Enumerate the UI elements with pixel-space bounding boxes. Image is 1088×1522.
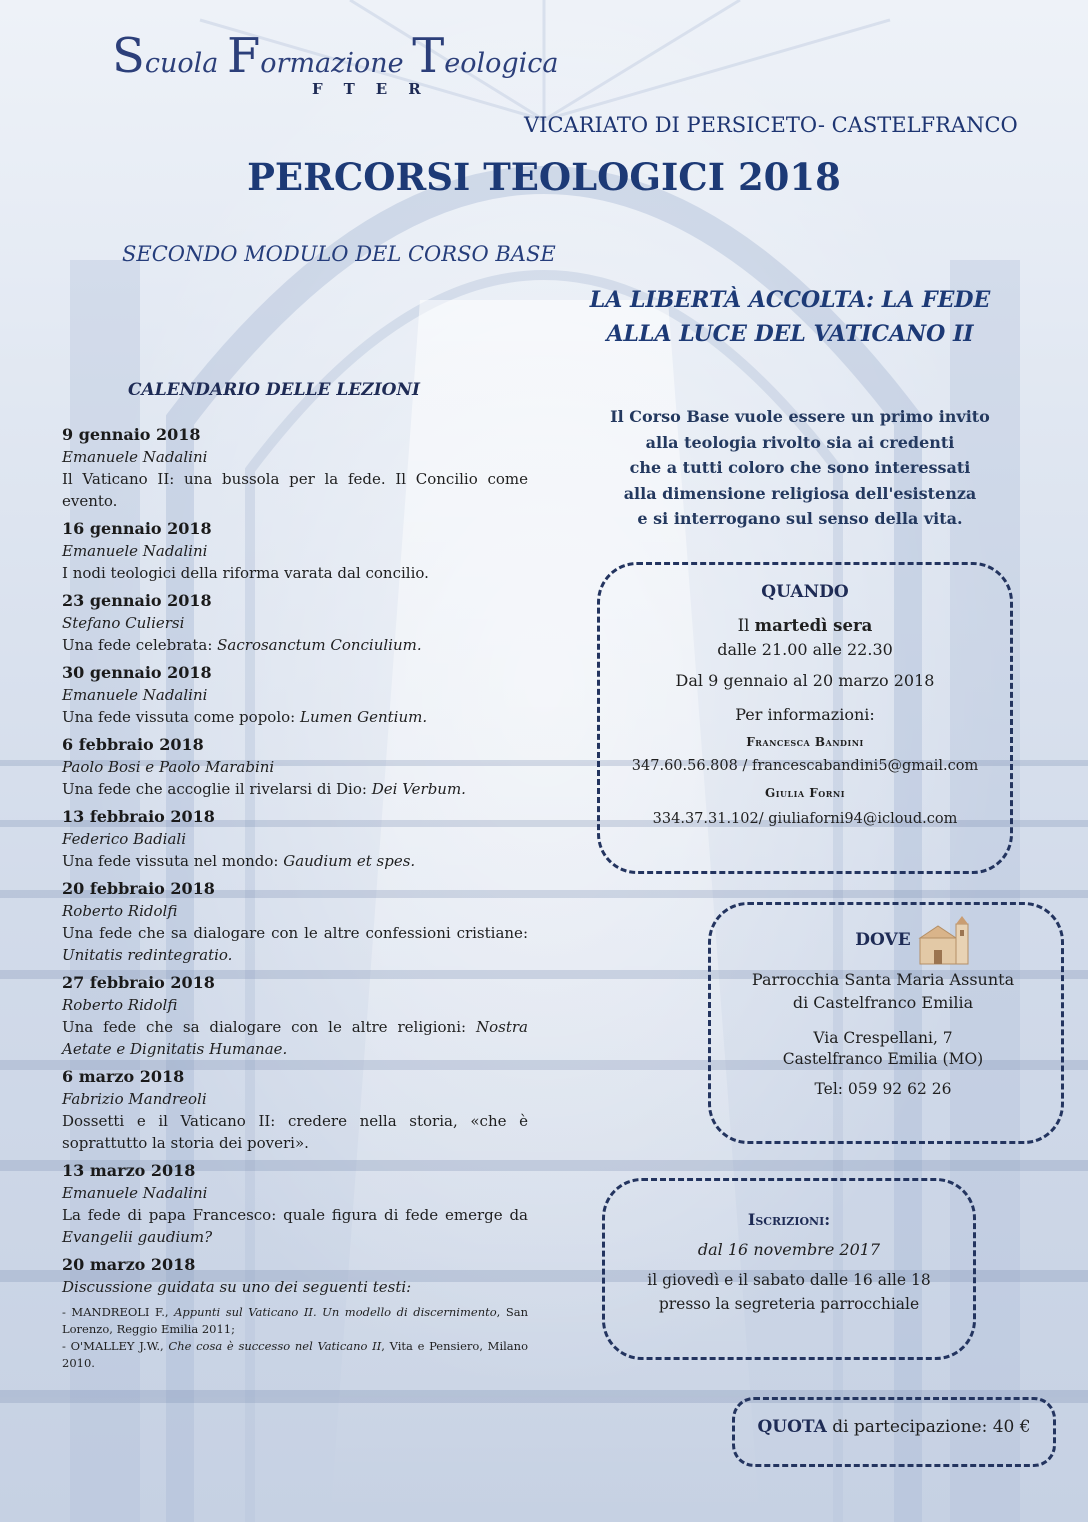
- lesson-topic-text: Una fede che sa dialogare con le altre confessioni cristiane:: [62, 924, 528, 942]
- lesson-speaker: Federico Badiali: [62, 830, 187, 848]
- address-street: Via Crespellani, 7: [813, 1029, 953, 1047]
- lesson-date: 13 marzo 2018: [62, 1161, 196, 1180]
- when-day-bold: martedì sera: [754, 616, 873, 635]
- reference-publisher: , Vita e Pensiero, Milano 2010.: [62, 1339, 528, 1370]
- lesson-item: [62, 878, 528, 966]
- contact1-details: 347.60.56.808 / francescabandini5@gmail.com: [631, 758, 979, 774]
- lesson-speaker: Emanuele Nadalini: [62, 1184, 208, 1202]
- lesson-topic: [62, 468, 528, 512]
- when-heading: QUANDO: [761, 582, 849, 602]
- lesson-date: 9 gennaio 2018: [62, 425, 201, 444]
- registration-box: [602, 1178, 976, 1360]
- lesson-date: 27 febbraio 2018: [62, 973, 215, 992]
- lesson-topic-document: Sacrosanctum Conciulium.: [217, 636, 422, 654]
- reference-item: [62, 1338, 528, 1372]
- lesson-topic-text: I nodi teologici della riforma varata dal concilio.: [62, 564, 429, 582]
- module-subtitle: SECONDO MODULO DEL CORSO BASE: [122, 242, 556, 266]
- course-theme-line2: ALLA LUCE DEL VATICANO II: [606, 321, 974, 347]
- registration-place: presso la segreteria parrocchiale: [658, 1295, 920, 1313]
- reference-title: Che cosa è successo nel Vaticano II: [168, 1339, 382, 1353]
- vicariato-label: VICARIATO DI PERSICETO- CASTELFRANCO: [524, 113, 1018, 137]
- lesson-list: [62, 424, 528, 1378]
- lesson-date: 16 gennaio 2018: [62, 519, 212, 538]
- course-theme-line1: LA LIBERTÀ ACCOLTA: LA FEDE: [589, 287, 991, 313]
- registration-start: dal 16 novembre 2017: [697, 1240, 881, 1259]
- lesson-topic-document: Gaudium et spes.: [283, 852, 416, 870]
- logo-letter-s: S: [112, 28, 145, 84]
- lesson-date: 20 marzo 2018: [62, 1255, 196, 1274]
- parish-name: Parrocchia Santa Maria Assunta: [751, 970, 1015, 989]
- info-label: Per informazioni:: [735, 705, 875, 724]
- lesson-topic: [62, 1204, 528, 1248]
- lesson-speaker: Fabrizio Mandreoli: [62, 1090, 207, 1108]
- lesson-topic-document: Unitatis redintegratio.: [62, 946, 233, 964]
- page-title: PERCORSI TEOLOGICI 2018: [247, 155, 841, 199]
- lesson-topic: [62, 634, 528, 656]
- when-period: Dal 9 gennaio al 20 marzo 2018: [675, 671, 935, 690]
- fee-amount: di partecipazione: 40 €: [826, 1417, 1031, 1437]
- when-day: [597, 616, 1013, 635]
- when-day-prefix: Il: [737, 616, 755, 635]
- lesson-item-final: [62, 1254, 528, 1372]
- lesson-topic-text: Una fede che sa dialogare con le altre religioni:: [62, 1018, 476, 1036]
- intro-line: che a tutti coloro che sono interessati: [629, 458, 971, 477]
- lesson-speaker: Stefano Culiersi: [62, 614, 185, 632]
- reference-title: Appunti sul Vaticano II. Un modello di discernimento: [174, 1305, 497, 1319]
- lesson-item: [62, 590, 528, 656]
- lesson-topic: [62, 562, 528, 584]
- reference-author: - MANDREOLI F.,: [62, 1305, 175, 1319]
- lesson-topic: [62, 850, 528, 872]
- lesson-topic-document: Nostra Aetate e Dignitatis Humanae.: [62, 1018, 528, 1058]
- logo-acronym: FTER: [312, 80, 442, 98]
- lesson-item: [62, 518, 528, 584]
- lesson-speaker: Roberto Ridolfi: [62, 996, 178, 1014]
- lesson-speaker: Emanuele Nadalini: [62, 686, 208, 704]
- lesson-item: [62, 806, 528, 872]
- lesson-item: [62, 734, 528, 800]
- address-city: Castelfranco Emilia (MO): [782, 1050, 984, 1068]
- intro-line: alla dimensione religiosa dell'esistenza: [623, 483, 977, 503]
- intro-line: alla teologia rivolto sia ai credenti: [645, 432, 955, 452]
- contact1-name: Francesca Bandini: [746, 735, 864, 749]
- lesson-speaker: Emanuele Nadalini: [62, 542, 208, 560]
- lesson-topic-text: Una fede vissuta come popolo:: [62, 708, 300, 726]
- fee-label: QUOTA: [757, 1417, 827, 1437]
- lesson-speaker: Paolo Bosi e Paolo Marabini: [62, 758, 275, 776]
- lesson-date: 23 gennaio 2018: [62, 591, 212, 610]
- lesson-topic: [62, 706, 528, 728]
- lesson-topic-text: Una fede celebrata:: [62, 636, 218, 654]
- lesson-topic-document: Dei Verbum.: [371, 780, 466, 798]
- lesson-topic-document: Lumen Gentium.: [299, 708, 428, 726]
- lesson-topic-text: Il Vaticano II: una bussola per la fede. Il Concilio come evento.: [62, 470, 528, 510]
- reference-list: [62, 1304, 528, 1372]
- lesson-description: Discussione guidata su uno dei seguenti testi:: [62, 1278, 412, 1296]
- lesson-topic-text: Dossetti e il Vaticano II: credere nella storia, «che è soprattutto la storia dei poveri».: [62, 1112, 528, 1152]
- reference-item: [62, 1304, 528, 1338]
- lesson-topic: [62, 1110, 528, 1154]
- logo-word-eologica: eologica: [444, 48, 559, 79]
- lesson-date: 6 marzo 2018: [62, 1067, 185, 1086]
- church-icon: [916, 916, 974, 966]
- lesson-date: 30 gennaio 2018: [62, 663, 212, 682]
- intro-line: e si interrogano sul senso della vita.: [637, 509, 963, 528]
- parish-town: di Castelfranco Emilia: [792, 993, 974, 1012]
- lesson-topic: [62, 778, 528, 800]
- logo-word-ormazione: ormazione: [260, 48, 404, 79]
- contact2-name: Giulia Forni: [765, 786, 845, 800]
- contact2-details: 334.37.31.102/ giuliaforni94@icloud.com: [652, 811, 958, 827]
- parish-phone: Tel: 059 92 62 26: [814, 1080, 952, 1098]
- lesson-topic: [62, 1016, 528, 1060]
- school-logo: [112, 28, 559, 84]
- reference-publisher: , San Lorenzo, Reggio Emilia 2011;: [62, 1305, 529, 1336]
- lesson-topic-document: Evangelii gaudium?: [62, 1228, 213, 1246]
- lesson-item: [62, 1066, 528, 1154]
- when-hours: dalle 21.00 alle 22.30: [717, 640, 893, 659]
- lesson-date: 20 febbraio 2018: [62, 879, 215, 898]
- registration-days: il giovedì e il sabato dalle 16 alle 18: [647, 1271, 931, 1289]
- registration-heading: Iscrizioni:: [747, 1210, 831, 1229]
- lesson-topic: [62, 922, 528, 966]
- lesson-speaker: Roberto Ridolfi: [62, 902, 178, 920]
- lesson-date: 13 febbraio 2018: [62, 807, 215, 826]
- course-intro: [575, 404, 1025, 532]
- lesson-item: [62, 1160, 528, 1248]
- reference-author: - O'MALLEY J.W.,: [62, 1339, 169, 1353]
- logo-letter-t: T: [412, 28, 445, 84]
- lesson-speaker: Emanuele Nadalini: [62, 448, 208, 466]
- lesson-item: [62, 424, 528, 512]
- lesson-topic-text: La fede di papa Francesco: quale figura di fede emerge da: [62, 1206, 528, 1224]
- course-theme: [560, 283, 1020, 351]
- logo-word-cuola: cuola: [144, 48, 219, 79]
- lesson-topic-text: Una fede vissuta nel mondo:: [62, 852, 284, 870]
- fee-text: [732, 1417, 1056, 1437]
- lesson-item: [62, 662, 528, 728]
- calendar-title: CALENDARIO DELLE LEZIONI: [128, 380, 420, 400]
- lesson-topic-text: Una fede che accoglie il rivelarsi di Dio:: [62, 780, 372, 798]
- lesson-date: 6 febbraio 2018: [62, 735, 204, 754]
- intro-line: Il Corso Base vuole essere un primo invito: [610, 407, 990, 426]
- where-heading: DOVE: [855, 930, 911, 950]
- logo-letter-f: F: [226, 28, 261, 84]
- lesson-item: [62, 972, 528, 1060]
